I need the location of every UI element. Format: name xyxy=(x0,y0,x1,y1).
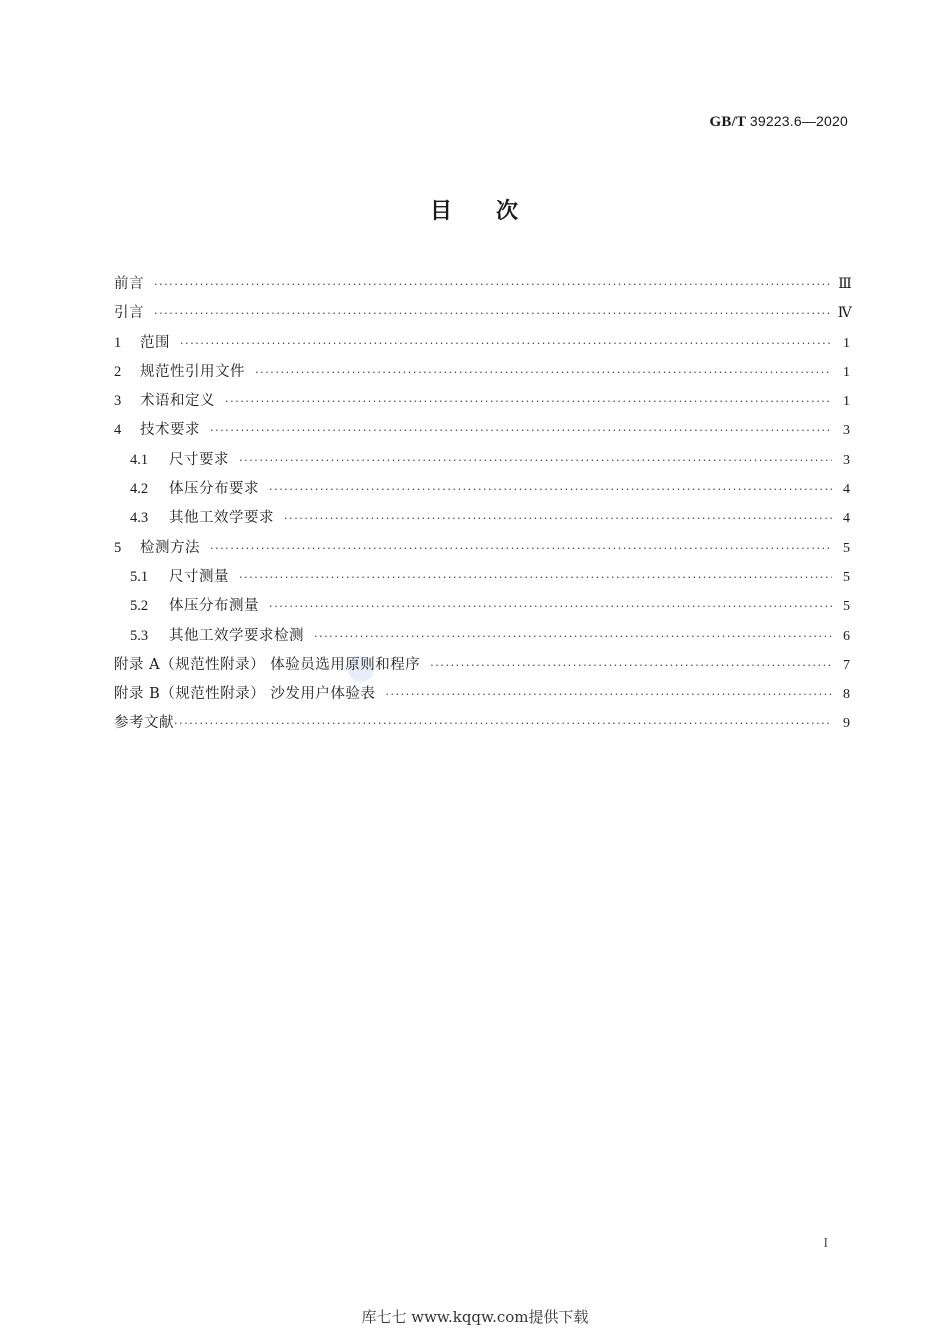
toc-dot-leader xyxy=(269,475,832,504)
toc-entry[interactable] xyxy=(114,270,850,299)
page-title-part-2: 次 xyxy=(496,199,521,224)
toc-dot-leader xyxy=(154,270,830,299)
toc-section-number: 2 xyxy=(114,363,122,380)
toc-section-number: 5.3 xyxy=(130,627,149,644)
toc-section-number: 5.2 xyxy=(130,598,149,615)
table-of-contents xyxy=(114,270,850,739)
toc-dot-leader xyxy=(239,446,832,475)
toc-dot-leader xyxy=(284,504,832,533)
standard-code xyxy=(710,113,848,131)
toc-entry[interactable] xyxy=(114,358,850,387)
toc-page-number: 6 xyxy=(843,628,850,644)
toc-entry[interactable] xyxy=(114,299,850,328)
toc-dot-leader xyxy=(385,680,832,709)
toc-entry-label: 检测方法 xyxy=(140,539,200,556)
toc-section-number: 5 xyxy=(114,539,122,556)
toc-page-number: 5 xyxy=(843,569,850,585)
toc-entry[interactable] xyxy=(114,534,850,563)
toc-entry[interactable] xyxy=(114,387,850,416)
toc-page-number: 9 xyxy=(843,716,850,732)
toc-section-number: 4.3 xyxy=(130,510,149,527)
toc-entry-label: 引言 xyxy=(114,305,144,322)
download-footer: 库七七 www.kqqw.com提供下载 xyxy=(361,1308,589,1326)
toc-dot-leader xyxy=(314,622,832,651)
toc-section-number: 4 xyxy=(114,422,122,439)
toc-entry[interactable] xyxy=(114,651,850,680)
toc-page-number: 1 xyxy=(843,364,850,380)
toc-entry-label: 附录 B（规范性附录） 沙发用户体验表 xyxy=(114,686,376,703)
toc-entry-label: 体压分布要求 xyxy=(169,481,259,498)
toc-entry[interactable] xyxy=(114,475,850,504)
toc-dot-leader xyxy=(239,563,832,592)
toc-entry[interactable] xyxy=(114,563,850,592)
toc-dot-leader xyxy=(180,329,832,358)
toc-page-number: 3 xyxy=(843,423,850,439)
toc-dot-leader xyxy=(210,534,832,563)
toc-entry-label: 技术要求 xyxy=(140,422,200,439)
toc-entry-label: 其他工效学要求 xyxy=(169,510,274,527)
toc-page-number: 1 xyxy=(843,394,850,410)
toc-entry-label: 尺寸测量 xyxy=(169,568,229,585)
toc-page-number: 4 xyxy=(843,511,850,527)
toc-entry[interactable] xyxy=(114,622,850,651)
page-number: I xyxy=(823,1236,828,1251)
toc-page-number: 7 xyxy=(843,657,850,673)
toc-section-number: 1 xyxy=(114,334,122,351)
toc-page-number: 8 xyxy=(843,687,850,703)
toc-page-number: 5 xyxy=(843,599,850,615)
toc-section-number: 4.1 xyxy=(130,451,149,468)
toc-entry-label: 尺寸要求 xyxy=(169,451,229,468)
toc-entry-label: 范围 xyxy=(140,334,170,351)
toc-dot-leader xyxy=(430,651,832,680)
toc-section-number: 3 xyxy=(114,393,122,410)
toc-entry-label: 规范性引用文件 xyxy=(140,363,245,380)
toc-dot-leader xyxy=(225,387,832,416)
toc-page-number: 1 xyxy=(843,335,850,351)
standard-prefix: GB/T xyxy=(709,114,746,130)
toc-entry[interactable] xyxy=(114,446,850,475)
toc-entry[interactable] xyxy=(114,416,850,445)
toc-page-number: 3 xyxy=(843,452,850,468)
toc-entry[interactable] xyxy=(114,504,850,533)
toc-dot-leader xyxy=(269,592,832,621)
toc-entry[interactable] xyxy=(114,680,850,709)
toc-section-number: 4.2 xyxy=(130,481,149,498)
standard-number: 39223.6—2020 xyxy=(749,113,848,129)
toc-entry-label: 其他工效学要求检测 xyxy=(169,627,304,644)
toc-entry[interactable] xyxy=(114,709,850,738)
toc-page-number: Ⅳ xyxy=(837,306,852,322)
toc-entry[interactable] xyxy=(114,592,850,621)
toc-entry-label: 术语和定义 xyxy=(140,393,215,410)
toc-entry-label: 附录 A（规范性附录） 体验员选用原则和程序 xyxy=(114,656,421,673)
toc-entry-label: 参考文献 xyxy=(114,715,174,732)
toc-entry[interactable] xyxy=(114,329,850,358)
toc-entry-label: 前言 xyxy=(114,276,144,292)
toc-dot-leader xyxy=(210,416,832,445)
toc-entry-label: 体压分布测量 xyxy=(169,598,259,615)
toc-page-number: 4 xyxy=(843,482,850,498)
toc-dot-leader xyxy=(174,709,832,738)
toc-dot-leader xyxy=(154,299,830,328)
page-title xyxy=(0,194,950,225)
toc-section-number: 5.1 xyxy=(130,568,149,585)
toc-page-number: Ⅲ xyxy=(838,277,852,292)
page-title-part-1: 目 xyxy=(429,199,454,224)
toc-dot-leader xyxy=(255,358,832,387)
toc-page-number: 5 xyxy=(843,540,850,556)
